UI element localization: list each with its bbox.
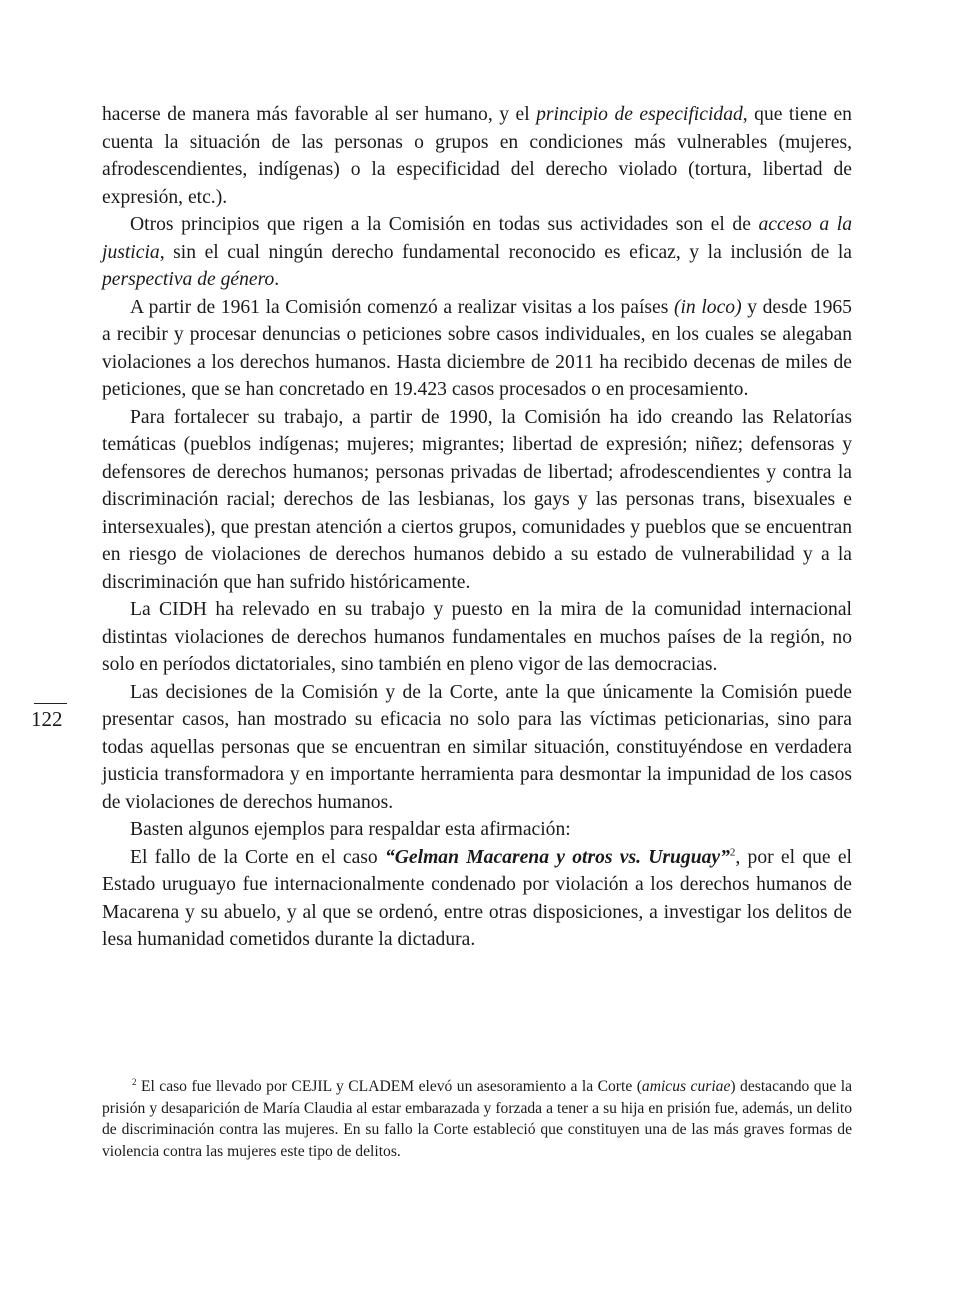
emphasis-perspectiva-genero: perspectiva de género [102, 269, 275, 290]
case-title: “Gelman Macarena y otros vs. Uruguay” [384, 846, 730, 868]
page-number-rule [34, 703, 67, 704]
emphasis-principio-especificidad: principio de especificidad [536, 104, 743, 125]
footnote-text: $^2$ El caso fue llevado por CEJIL y CLADEM elevó un asesoramiento a la Corte (amicus curiae) destacando que la prisión y desaparición de María Claudia al estar embarazada y forzada a tener a su hija en prisión fue, además, un delito de discriminación contra las mujeres. En su fallo la Corte estableció que constituyen una de las más graves formas de violencia contra las mujeres este tipo de delitos. [102, 1076, 853, 1160]
footnote-marker: 2 [132, 1076, 137, 1087]
emphasis-amicus-curiae: amicus curiae [641, 1078, 731, 1095]
paragraph-8: El fallo de la Corte en el caso “Gelman Macarena y otros vs. Uruguay”$^2$, por el que el Estado uruguayo fue internacionalmente condenado por violación a los derechos humanos de Macarena y su abuelo, y al que se ordenó, entre otras disposiciones, a investigar los delitos de lesa humanidad cometidos durante la dictadura. [102, 845, 853, 950]
paragraph-5: La CIDH ha relevado en su trabajo y puesto en la mira de la comunidad internacional distintas violaciones de derechos humanos fundamentales en muchos países de la región, no solo en períodos dictatoriales, sino también en pleno vigor de las democracias. [102, 599, 852, 675]
paragraph-4: Para fortalecer su trabajo, a partir de 1990, la Comisión ha ido creando las Relatorías temáticas (pueblos indígenas; mujeres; migrantes; libertad de expresión; niñez; defensoras y defensores de derechos humanos; personas privadas de libertad; afrodescendientes y contra la discriminación racial; derechos de las lesbianas, los gays y las personas trans, bisexuales e intersexuales), que prestan atención a ciertos grupos, comunidades y pueblos que se encuentran en riesgo de violaciones de derechos humanos debido a su estado de vulnerabilidad y a la discriminación que han sufrido históricamente. [102, 406, 852, 593]
paragraph-1: hacerse de manera más favorable al ser humano, y el principio de especificidad, que tiene en cuenta la situación de las personas o grupos en condiciones más vulnerables (mujeres, afrodescendientes, indígenas) o la especificidad del derecho violado (tortura, libertad de expresión, etc.). [102, 104, 852, 208]
body-text [102, 101, 852, 954]
paragraph-6: Las decisiones de la Comisión y de la Corte, ante la que únicamente la Comisión puede presentar casos, han mostrado su eficacia no solo para las víctimas peticionarias, sino para todas aquellas personas que se encuentran en similar situación, constituyéndose en verdadera justicia transformadora y en importante herramienta para desmontar la impunidad de los casos de violaciones de derechos humanos. [102, 681, 852, 813]
emphasis-acceso-justicia: acceso a la justicia [102, 214, 852, 263]
paragraph-7: Basten algunos ejemplos para respaldar esta afirmación: [130, 819, 571, 840]
paragraph-2: Otros principios que rigen a la Comisión en todas sus actividades son el de acceso a la justicia, sin el cual ningún derecho fundamental reconocido es eficaz, y la inclusión de la perspectiva de género. [102, 214, 852, 290]
emphasis-in-loco: (in loco) [673, 296, 742, 318]
footnote-reference[interactable]: 2 [729, 845, 736, 858]
paragraph-3: A partir de 1961 la Comisión comenzó a realizar visitas a los países (in loco) y desde 1965 a recibir y procesar denuncias o peticiones sobre casos individuales, en los cuales se alegaban violaciones a los derechos humanos. Hasta diciembre de 2011 ha recibido decenas de miles de peticiones, que se han concretado en 19.423 casos procesados o en procesamiento. [102, 296, 852, 400]
footnote [102, 1076, 852, 1162]
page-number: 122 [31, 707, 63, 731]
